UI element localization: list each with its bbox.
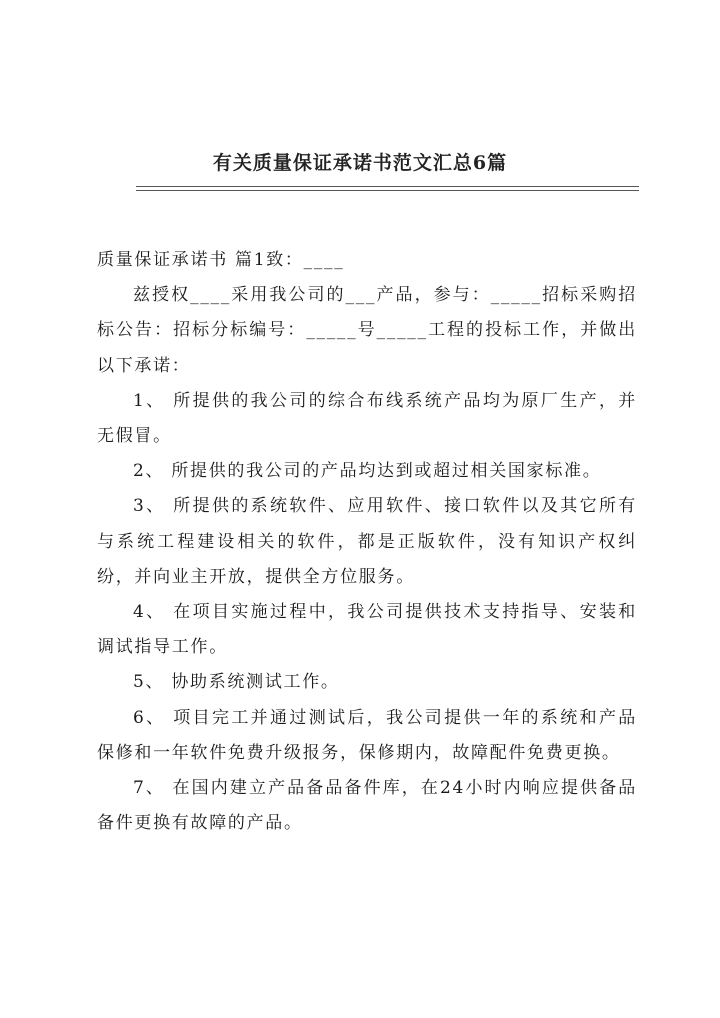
commitment-item-1: 1、 所提供的我公司的综合布线系统产品均为原厂生产，并无假冒。 (97, 390, 637, 447)
title-rule-top (136, 186, 639, 187)
intro-paragraph: 兹授权____采用我公司的___产品，参与：_____招标采购招标公告：招标分标编号：_____号_____工程的投标工作，并做出以下承诺： (97, 285, 637, 376)
commitment-item-5: 5、 协助系统测试工作。 (133, 672, 340, 693)
commitment-item-6: 6、 项目完工并通过测试后，我公司提供一年的系统和产品保修和一年软件免费升级报务，保修期内，故障配件免费更换。 (97, 707, 637, 763)
document-title: 有关质量保证承诺书范文汇总6篇 (212, 152, 508, 174)
heading-line: 质量保证承诺书 篇1致：____ (97, 250, 345, 270)
commitment-item-4: 4、 在项目实施过程中，我公司提供技术支持指导、安装和调试指导工作。 (97, 602, 637, 658)
commitment-item-3: 3、 所提供的系统软件、应用软件、接口软件以及其它所有与系统工程建设相关的软件，都是正版软件，没有知识产权纠纷，并向业主开放，提供全方位服务。 (97, 496, 637, 587)
commitment-item-2: 2、 所提供的我公司的产品均达到或超过相关国家标准。 (133, 461, 602, 482)
title-rule-bottom (136, 190, 639, 191)
commitment-item-7: 7、 在国内建立产品备品备件库，在24小时内响应提供备品备件更换有故障的产品。 (97, 778, 637, 834)
document-body (97, 243, 637, 841)
